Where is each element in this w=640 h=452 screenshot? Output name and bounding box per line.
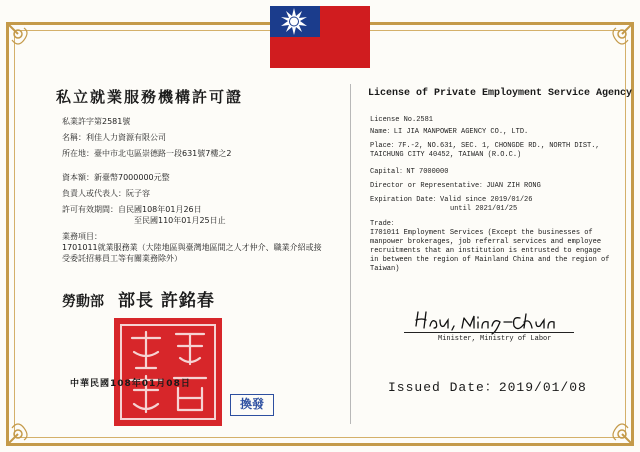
en-license-number: License No.2581 [370,116,434,124]
en-expiration-until: until 2021/01/25 [450,205,518,213]
zh-license-number: 私業許字第2581號 [62,117,131,126]
column-divider [350,84,351,424]
flag-canton [270,6,320,37]
seal-script-glyphs [120,324,216,420]
ornamental-corner-icon [4,20,46,62]
zh-representative-value: 阮子容 [126,189,150,198]
zh-business-label: 業務項目： [62,232,102,241]
zh-address-value: 臺中市北屯區崇德路一段631號7樓之2 [94,149,232,158]
zh-capital-row [62,172,170,183]
zh-name-label: 名稱： [62,133,86,142]
white-sun-icon [279,7,309,37]
zh-representative-label: 負責人或代表人： [62,189,126,198]
ornamental-corner-icon [594,406,636,448]
en-certificate-title: License of Private Employment Service Agency [368,88,633,99]
ornamental-corner-icon [594,20,636,62]
zh-address-label: 所在地： [62,149,94,158]
zh-ministry-signature [62,286,215,311]
roc-flag-icon [270,6,370,68]
en-name: Name：LI JIA MANPOWER AGENCY CO., LTD. [370,128,529,136]
zh-name-value: 利佳人力資源有限公司 [86,133,166,142]
zh-validity-label: 許可有效期間： [62,205,118,214]
signature-line [404,332,574,333]
ornamental-corner-icon [4,406,46,448]
en-place: Place：7F.-2, NO.631, SEC. 1, CHONGDE RD., NORTH DIST., TAICHUNG CITY 40452, TAIWAN (R.O.C.) [370,142,600,159]
zh-validity-to: 至民國110年01月25日止 [134,216,226,225]
zh-address-row [62,148,312,159]
zh-capital-value: 新臺幣7000000元整 [94,173,170,182]
zh-certificate-title: 私立就業服務機構許可證 [56,88,244,106]
en-capital: Capital：NT 7000000 [370,168,449,176]
zh-ministry-name: 勞動部 [62,294,104,310]
en-issued-date: Issued Date：2019/01/08 [388,380,587,395]
zh-capital-label: 資本額： [62,173,94,182]
ministry-seal-icon [114,318,222,426]
en-expiration: Expiration Date：Valid since 2019/01/26 [370,196,533,204]
en-director: Director or Representative：JUAN ZIH RONG [370,182,541,190]
en-minister-title: Minister, Ministry of Labor [438,335,552,343]
zh-business-value: 1701011就業服務業（大陸地區與臺灣地區間之人才仲介、職業介紹或接受委託招募員工等有關業務除外） [62,243,322,263]
zh-name-row [62,132,166,143]
zh-validity-row [62,204,202,215]
en-trade-value: I701011 Employment Services (Except the businesses of manpower brokerages, job referral services and employee recruitments that an institution is entrusted to engage in between the region of Mainland China and the region of Taiwan) [370,229,610,273]
renewal-stamp: 換發 [230,394,274,416]
zh-issue-date: 中華民國108年01月08日 [70,379,191,389]
zh-minister-name: 部長 許銘春 [118,291,215,311]
zh-validity-from: 自民國108年01月26日 [118,205,202,214]
en-trade-label: Trade： [370,220,399,228]
zh-representative-row [62,188,150,199]
